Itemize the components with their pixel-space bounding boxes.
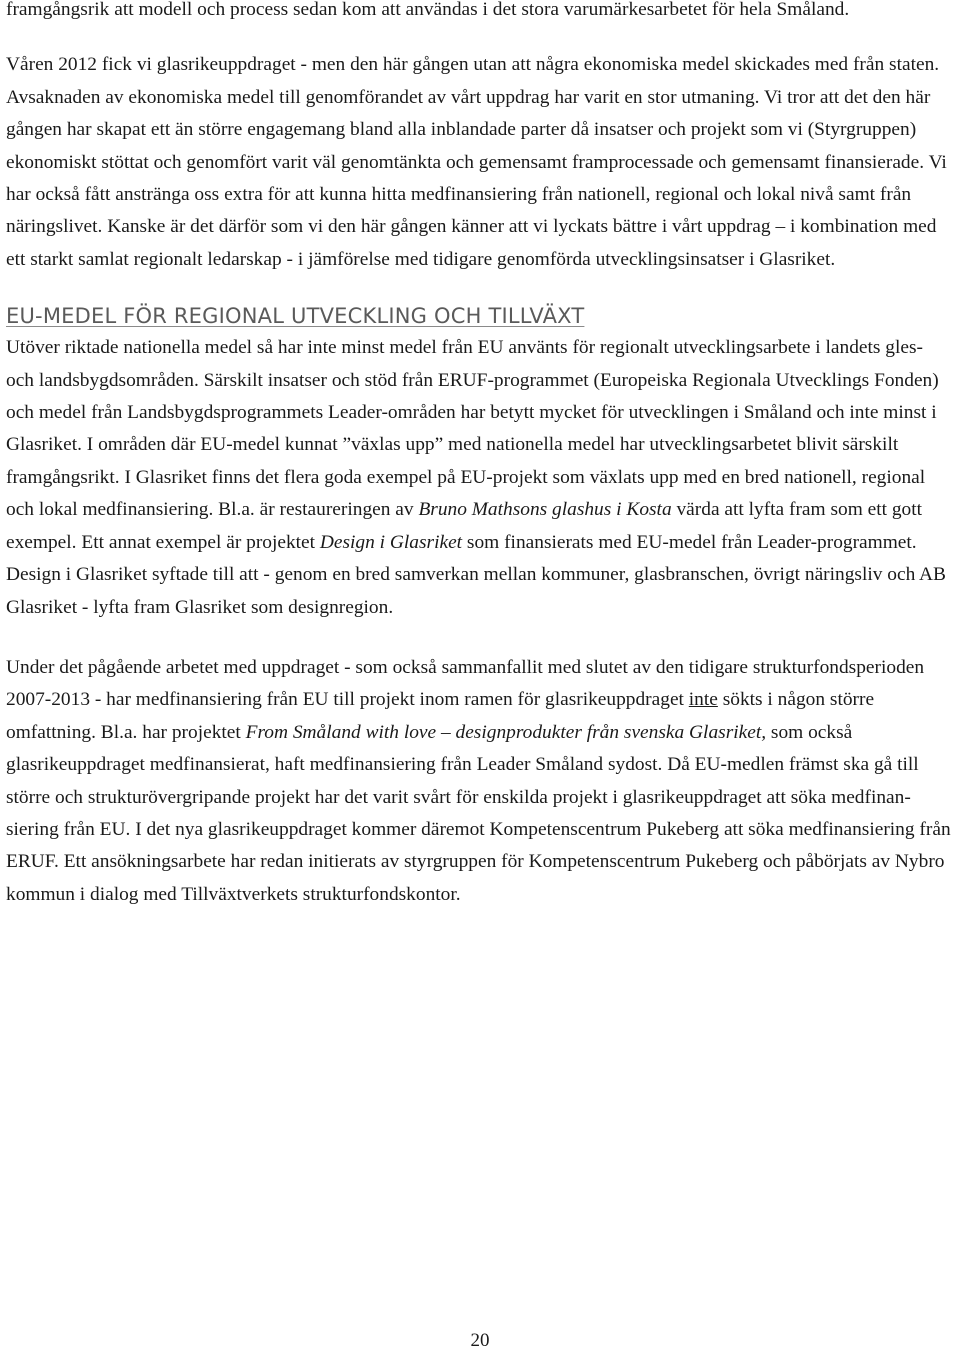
paragraph-text: värda att lyfta fram som ett gott exempel. Ett annat exempel är projektet: [6, 499, 923, 553]
underlined-word: inte: [688, 689, 718, 711]
page-number: 20: [470, 1330, 490, 1351]
paragraph-text: som också glasrikeuppdraget medfinansierat, haft medfinansiering från Leader Småland sydost. Då EU-medlen främst ska gå till större och strukturövergripande projekt har det varit svårt för enskilda projekt i glasrikeuppdraget att söka medfinansiering från EU. I det nya glasrikeuppdraget kommer däremot Kompetenscentrum Pukeberg att söka medfinansiering från ERUF. Ett ansökningsarbete har redan initierats av styrgruppen för Kompetenscentrum Pukeberg och påbörjats av Nybro kommun i dialog med Tillväxtverkets strukturfondskontor.: [6, 721, 951, 905]
paragraph-glasrike-assignment: Våren 2012 fick vi glasrikeuppdraget - men den här gången utan att några ekonomiska medel skickades med från staten. Avsaknaden av ekonomiska medel till genomförandet av vårt uppdrag har varit en stor utmaning. Vi tror att det den här gången har skapat ett än större engagemang bland alla inblandade parter då insatser och projekt som vi (Styrgruppen) ekonomiskt stöttat och genomfört varit väl genomtänkta och gemensamt framprocessade och gemensamt finansierade. Vi har också fått anstränga oss extra för att kunna hitta medfinansiering från nationell, regional och lokal nivå samt från näringslivet. Kanske är det därför som vi den här gången känner att vi lyckats bättre i vårt uppdrag – i kombination med ett starkt samlat regionalt ledarskap - i jämförelse med tidigare genomförda utvecklingsinsatser i Glasriket.: [6, 54, 947, 270]
italic-project-name: From Småland with love – designprodukter från svenska Glasriket,: [245, 721, 767, 743]
paragraph-text: Utöver riktade nationella medel så har inte minst medel från EU använts för regionalt utvecklingsarbete i landets gles- och landsbygdsområden. Särskilt insatser och stöd från ERUF-programmet (Europeiska Regionala Utvecklings Fonden) och medel från Landsbygdsprogrammets Leader-områden har betytt mycket för utvecklingen i Småland och inte minst i Glasriket. I områden där EU-medel kunnat ”växlas upp” med nationella medel har utvecklingsarbetet blivit särskilt framgångsrikt. I Glasriket finns det flera goda exempel på EU-projekt som växlats upp med en bred nationell, regional och lokal medfinansiering. Bl.a. är restaureringen av: [6, 337, 939, 521]
paragraph-continuation: framgångsrik att modell och process sedan kom att användas i det stora varumärkesarbetet för hela Småland.: [6, 0, 850, 20]
paragraph-text: som finansierats med EU-medel från Leader-programmet. Design i Glasriket syftade till att - genom en bred samverkan mellan kommuner, glasbranschen, övrigt näringsliv och AB Glasriket - lyfta fram Glasriket som designregion.: [6, 531, 946, 618]
paragraph-text: Under det pågående arbetet med uppdraget - som också sammanfallit med slutet av den tidigare strukturfondsperioden 2007-2013 - har medfinansiering från EU till projekt inom ramen för glasrikeuppdraget: [6, 656, 925, 711]
paragraph-eu-funding: [6, 332, 954, 624]
italic-project-name: Design i Glasriket: [319, 531, 463, 553]
document-page: [6, 0, 954, 911]
paragraph-text: sökts i någon större omfattning. Bl.a. har projektet: [6, 689, 875, 743]
paragraph-spacer: [6, 624, 954, 652]
section-heading: EU-MEDEL FÖR REGIONAL UTVECKLING OCH TILLVÄXT: [6, 304, 585, 329]
italic-project-name: Bruno Mathsons glashus i Kosta: [418, 499, 672, 521]
paragraph-ongoing-work: [6, 652, 954, 911]
paragraph-spacer: [6, 26, 954, 49]
